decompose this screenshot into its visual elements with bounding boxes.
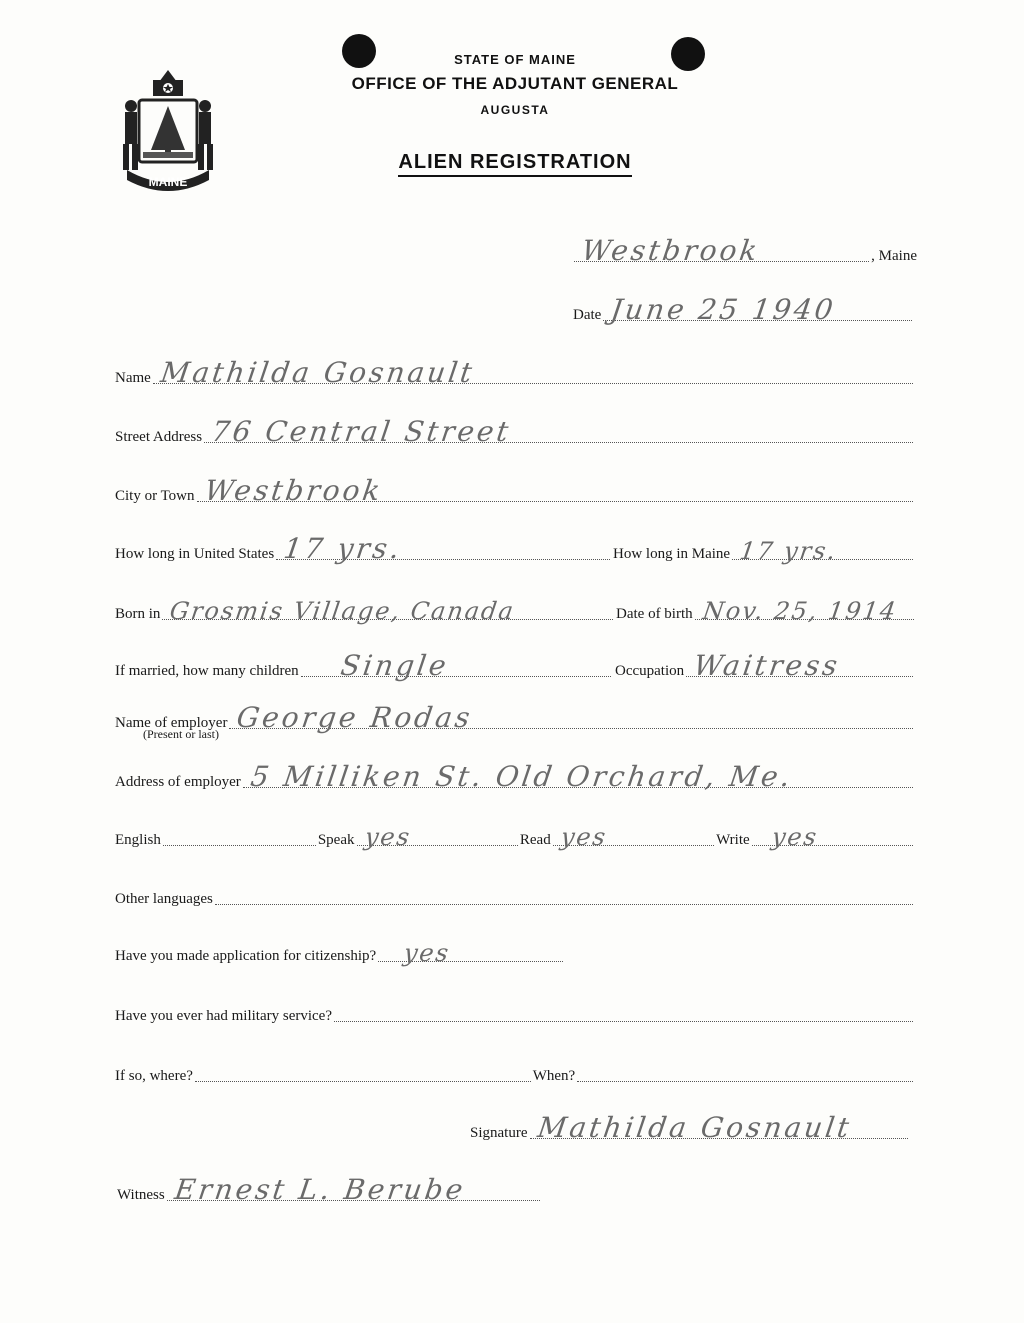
name-value: Mathilda Gosnault	[158, 356, 477, 389]
children-field	[115, 651, 613, 681]
citizenship-field	[115, 936, 565, 966]
signature-value: Mathilda Gosnault	[535, 1111, 854, 1144]
street-address-value: 76 Central Street	[209, 415, 514, 448]
date-of-birth-label: Date of birth	[616, 606, 693, 622]
write-value: yes	[769, 823, 820, 851]
citizenship-value: yes	[402, 939, 453, 967]
date-label: Date	[573, 307, 602, 323]
town-value: Westbrook	[579, 234, 763, 267]
birthplace-label: Born in	[115, 606, 161, 622]
citizenship-label: Have you made application for citizenship?	[115, 948, 377, 964]
other-languages-field	[115, 879, 915, 909]
employer-address-value: 5 Milliken St. Old Orchard, Me.	[248, 760, 795, 793]
employer-value: George Rodas	[235, 701, 476, 734]
english-label: English	[115, 832, 161, 848]
employer-address-label: Address of employer	[115, 774, 241, 790]
date-of-birth-field	[616, 594, 916, 624]
occupation-field	[615, 651, 915, 681]
town-field	[572, 236, 917, 266]
military-service-field	[115, 996, 915, 1026]
speak-label: Speak	[317, 832, 355, 848]
birthplace-value: Grosmis Village, Canada	[168, 597, 518, 625]
employer-address-field	[115, 762, 915, 792]
employer-field	[115, 703, 915, 733]
name-field	[115, 358, 915, 388]
witness-value: Ernest L. Berube	[172, 1173, 468, 1206]
employer-label: Name of employer	[115, 715, 228, 731]
city-value: Westbrook	[202, 474, 385, 507]
employer-sublabel: (Present or last)	[143, 727, 219, 741]
military-service-label: Have you ever had military service?	[115, 1008, 332, 1024]
read-value: yes	[558, 823, 609, 851]
years-us-value: 17 yrs.	[281, 532, 405, 565]
signature-label: Signature	[470, 1125, 528, 1141]
signature-field	[470, 1113, 910, 1143]
witness-label: Witness	[117, 1187, 165, 1203]
children-value: Single	[338, 649, 451, 682]
birthplace-field	[115, 594, 615, 624]
name-label: Name	[115, 370, 151, 386]
city-field	[115, 476, 915, 506]
speak-value: yes	[362, 823, 413, 851]
header-city: AUGUSTA	[480, 103, 550, 117]
witness-field	[117, 1175, 542, 1205]
years-us-label: How long in United States	[115, 546, 275, 562]
form-title: ALIEN REGISTRATION	[0, 151, 1024, 174]
years-maine-label: How long in Maine	[613, 546, 731, 562]
town-suffix-label: , Maine	[871, 248, 917, 264]
other-languages-label: Other languages	[115, 891, 213, 907]
occupation-value: Waitress	[691, 649, 843, 682]
when-label: When?	[532, 1068, 576, 1084]
city-label: City or Town	[115, 488, 195, 504]
street-address-label: Street Address	[115, 429, 203, 445]
english-field	[115, 820, 915, 850]
svg-text:MAINE: MAINE	[148, 175, 188, 189]
street-address-field	[115, 417, 915, 447]
date-of-birth-value: Nov. 25, 1914	[700, 597, 899, 625]
service-where-when-field	[115, 1056, 915, 1086]
years-maine-field	[613, 534, 915, 564]
date-field	[573, 295, 914, 325]
where-label: If so, where?	[115, 1068, 193, 1084]
years-maine-value: 17 yrs.	[738, 537, 840, 565]
occupation-label: Occupation	[615, 663, 685, 679]
read-label: Read	[519, 832, 551, 848]
date-value: June 25 1940	[609, 293, 839, 326]
years-us-field	[115, 534, 612, 564]
write-label: Write	[716, 832, 750, 848]
header-state: STATE OF MAINE	[454, 52, 576, 67]
header-office: OFFICE OF THE ADJUTANT GENERAL	[351, 74, 679, 93]
children-label: If married, how many children	[115, 663, 299, 679]
